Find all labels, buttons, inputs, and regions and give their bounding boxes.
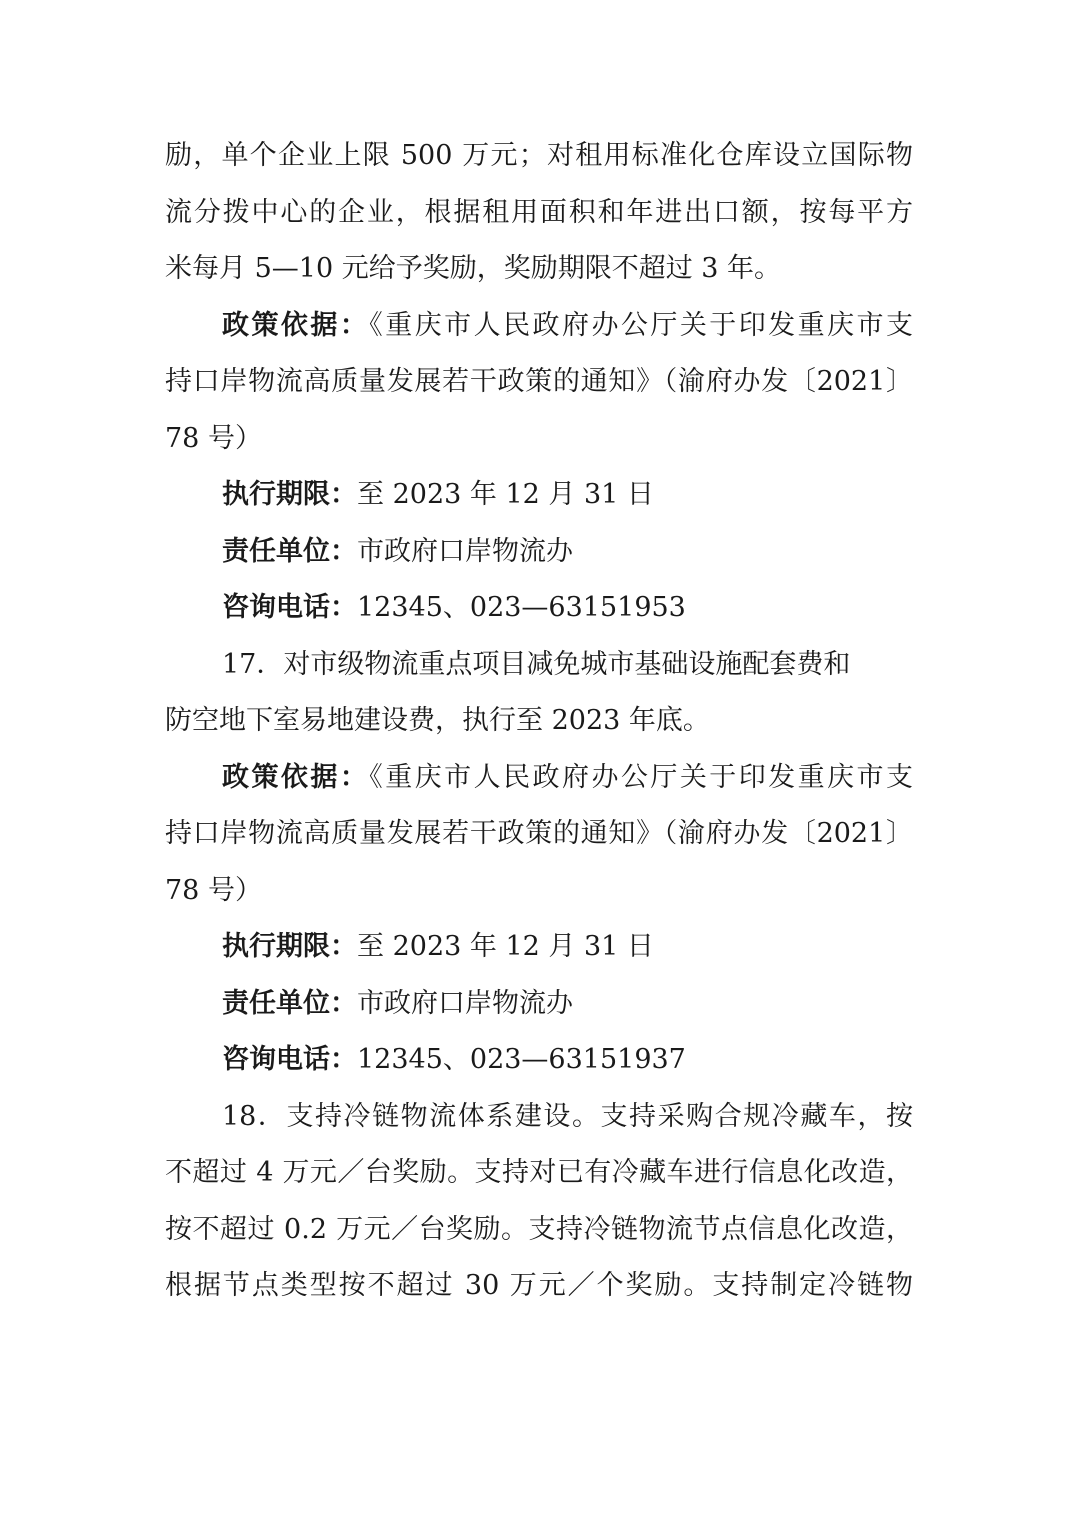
consult-phone-value: 12345、023—63151937 bbox=[357, 1044, 686, 1075]
paragraph-line: 励，单个企业上限 500 万元；对租用标准化仓库设立国际物 bbox=[165, 140, 913, 171]
consult-phone-label: 咨询电话： bbox=[222, 592, 357, 623]
responsible-unit-line bbox=[165, 524, 913, 581]
item-18-line: 18．支持冷链物流体系建设。支持采购合规冷藏车，按 bbox=[222, 1100, 913, 1132]
execution-period-label: 执行期限： bbox=[222, 931, 357, 962]
execution-period-line bbox=[165, 467, 913, 524]
responsible-unit-label: 责任单位： bbox=[222, 535, 357, 567]
execution-period-label: 执行期限： bbox=[222, 479, 357, 510]
paragraph-line: 不超过 4 万元／台奖励。支持对已有冷藏车进行信息化改造， bbox=[165, 1157, 913, 1188]
paragraph-line: 持口岸物流高质量发展若干政策的通知》（渝府办发〔2021〕 bbox=[165, 818, 913, 849]
policy-basis-text: 《重庆市人民政府办公厅关于印发重庆市支 bbox=[369, 309, 913, 341]
consult-phone-value: 12345、023—63151953 bbox=[357, 592, 686, 623]
paragraph-line: 按不超过 0.2 万元／台奖励。支持冷链物流节点信息化改造， bbox=[165, 1213, 913, 1245]
paragraph-line: 根据节点类型按不超过 30 万元／个奖励。支持制定冷链物 bbox=[165, 1270, 913, 1301]
paragraph-line: 持口岸物流高质量发展若干政策的通知》（渝府办发〔2021〕 bbox=[165, 366, 913, 397]
execution-period-line bbox=[165, 919, 913, 976]
policy-basis-label: 政策依据： bbox=[222, 309, 370, 341]
policy-basis-label: 政策依据： bbox=[222, 761, 370, 793]
consult-phone-line bbox=[165, 1032, 913, 1089]
responsible-unit-line bbox=[165, 976, 913, 1033]
responsible-unit-value: 市政府口岸物流办 bbox=[357, 535, 573, 567]
responsible-unit-value: 市政府口岸物流办 bbox=[357, 987, 573, 1019]
consult-phone-label: 咨询电话： bbox=[222, 1044, 357, 1075]
policy-basis-line bbox=[165, 750, 913, 807]
paragraph-line: 米每月 5—10 元给予奖励，奖励期限不超过 3 年。 bbox=[165, 253, 782, 284]
policy-basis-line bbox=[165, 298, 913, 355]
policy-basis-text: 《重庆市人民政府办公厅关于印发重庆市支 bbox=[369, 761, 913, 793]
item-17-line: 17．对市级物流重点项目减免城市基础设施配套费和 bbox=[222, 648, 851, 680]
paragraph-line: 78 号） bbox=[165, 874, 262, 906]
execution-period-value: 至 2023 年 12 月 31 日 bbox=[357, 931, 654, 962]
paragraph-line: 防空地下室易地建设费，执行至 2023 年底。 bbox=[165, 705, 710, 736]
document-page bbox=[165, 128, 913, 1315]
responsible-unit-label: 责任单位： bbox=[222, 987, 357, 1019]
consult-phone-line bbox=[165, 580, 913, 637]
paragraph-line: 流分拨中心的企业，根据租用面积和年进出口额，按每平方 bbox=[165, 196, 913, 228]
execution-period-value: 至 2023 年 12 月 31 日 bbox=[357, 479, 654, 510]
paragraph-line: 78 号） bbox=[165, 422, 262, 454]
